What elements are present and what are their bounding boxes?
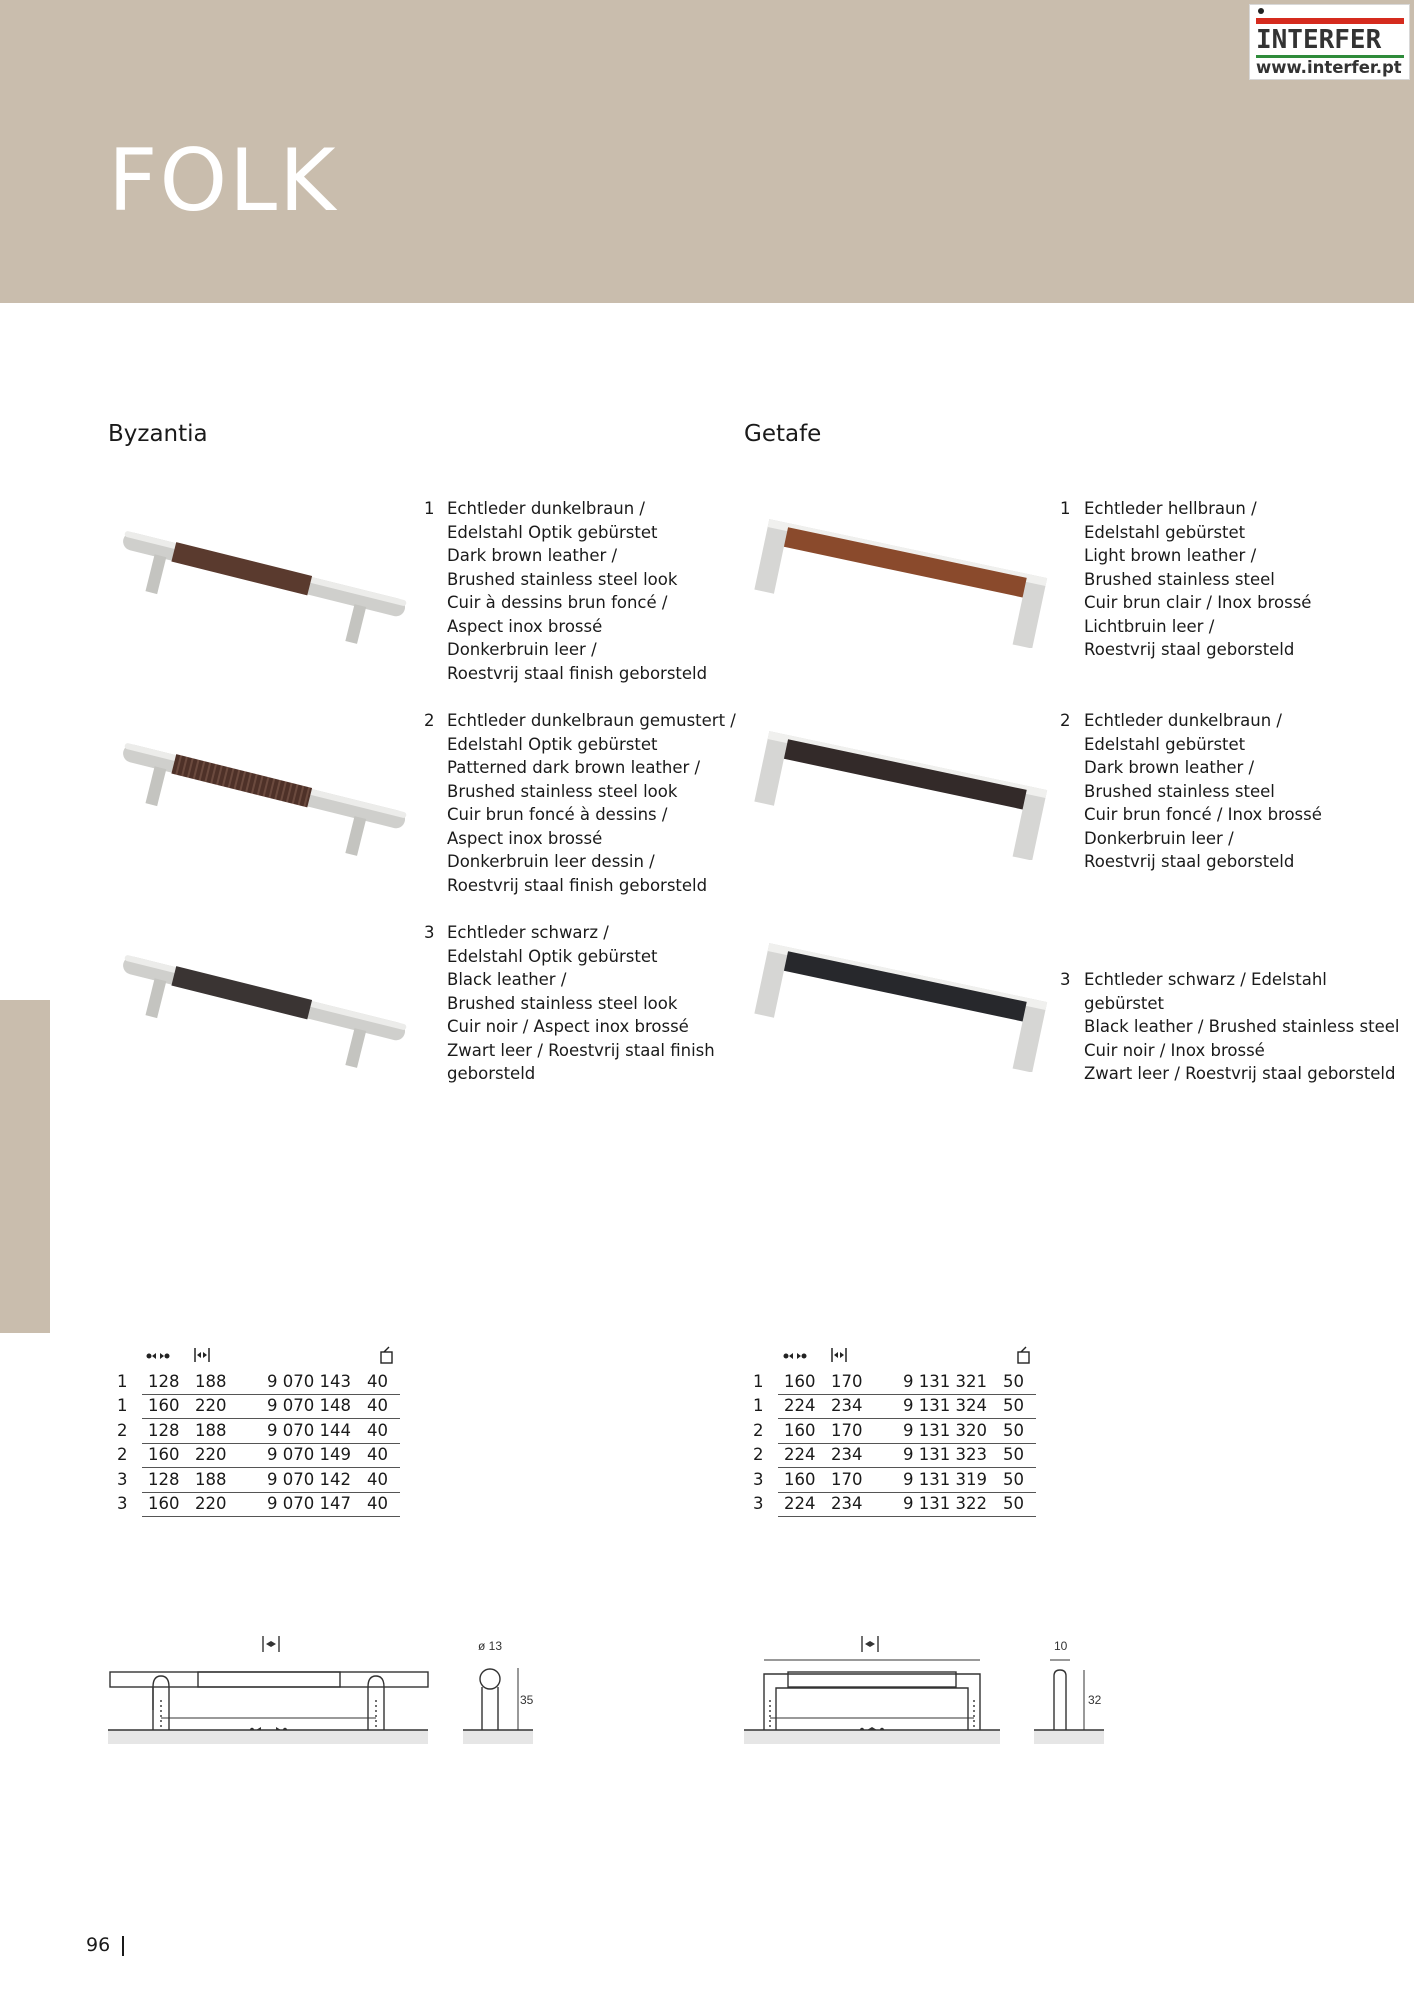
byzantia-technical-drawing [108,1630,538,1755]
variant-cell: 2 [117,1420,128,1440]
variant-cell: 1 [753,1396,764,1416]
table-row [115,1443,400,1468]
overall-length-cell: 220 [195,1492,267,1517]
getafe-variant-1-number: 1 [1060,499,1071,518]
leather-grip [784,951,1027,1021]
side-tab [0,1000,50,1333]
getafe-table-icons [777,1344,1057,1366]
byzantia-handle-image-1 [108,508,408,648]
overall-length-cell: 170 [831,1468,903,1493]
interfer-logo [1249,4,1410,80]
leather-grip [171,966,312,1019]
hole-distance-cell: 160 [142,1492,195,1517]
article-number-cell: 9 070 142 [267,1468,367,1493]
package-quantity-cell: 50 [1003,1443,1036,1468]
package-quantity-cell: 50 [1003,1419,1036,1444]
hole-distance-cell: 128 [142,1370,195,1394]
article-number-cell: 9 131 320 [903,1419,1003,1444]
package-quantity-icon [381,1347,392,1363]
page-number-divider [122,1936,124,1956]
byzantia-variant-2-description: Echtleder dunkelbraun gemustert / Edelstahl Optik gebürstet Patterned dark brown leather / Brushed stainless steel look Cuir brun foncé à dessins / Aspect inox brossé Donkerbruin leer dessin / Roestvrij staal finish geborsteld [447,711,736,895]
package-quantity-cell: 40 [367,1492,400,1517]
table-row [115,1370,400,1394]
getafe-width-label: 10 [1054,1639,1068,1653]
variant-cell: 3 [117,1469,128,1489]
variant-cell: 1 [117,1372,128,1391]
logo-dot-icon [1258,8,1264,14]
getafe-technical-drawing [744,1630,1174,1755]
table-row [115,1394,400,1419]
table-row [751,1419,1036,1444]
package-quantity-icon [1018,1347,1029,1363]
article-number-cell: 9 131 319 [903,1468,1003,1493]
leather-grip [171,754,312,807]
byzantia-variant-1-number: 1 [424,499,435,518]
hole-distance-icon [147,1353,170,1359]
table-row [751,1394,1036,1419]
leather-grip [784,527,1027,597]
article-number-cell: 9 070 147 [267,1492,367,1517]
hole-distance-cell: 160 [778,1370,831,1394]
overall-length-icon [195,1348,209,1362]
section-title-byzantia: Byzantia [108,421,208,447]
page-title: FOLK [108,131,338,231]
hole-distance-cell: 128 [142,1419,195,1444]
overall-length-cell: 170 [831,1419,903,1444]
overall-length-cell: 188 [195,1468,267,1493]
article-number-cell: 9 131 324 [903,1394,1003,1419]
table-row [751,1492,1036,1517]
hole-distance-cell: 160 [778,1419,831,1444]
byzantia-table-icons [140,1344,420,1366]
table-row [751,1443,1036,1468]
getafe-variant-2-number: 2 [1060,711,1071,730]
article-number-cell: 9 070 143 [267,1370,367,1394]
overall-length-cell: 234 [831,1394,903,1419]
variant-cell: 2 [753,1420,764,1440]
package-quantity-cell: 50 [1003,1468,1036,1493]
byzantia-variant-3-description: Echtleder schwarz / Edelstahl Optik gebürstet Black leather / Brushed stainless steel look Cuir noir / Aspect inox brossé Zwart leer / Roestvrij staal finish geborsteld [447,923,715,1083]
getafe-handle-image-2 [752,720,1052,860]
variant-cell: 3 [753,1494,764,1514]
logo-red-stripe [1256,18,1404,24]
package-quantity-cell: 50 [1003,1370,1036,1394]
package-quantity-cell: 40 [367,1443,400,1468]
article-number-cell: 9 070 144 [267,1419,367,1444]
variant-cell: 3 [117,1494,128,1514]
leather-grip [171,542,312,595]
table-row [751,1468,1036,1493]
overall-length-cell: 170 [831,1370,903,1394]
overall-length-cell: 188 [195,1419,267,1444]
hole-distance-cell: 160 [778,1468,831,1493]
byzantia-variant-2-number: 2 [424,711,435,730]
getafe-variant-2-description: Echtleder dunkelbraun / Edelstahl gebürstet Dark brown leather / Brushed stainless steel Cuir brun foncé / Inox brossé Donkerbruin leer / Roestvrij staal geborsteld [1084,711,1322,871]
byzantia-handle-image-2 [108,720,408,860]
package-quantity-cell: 40 [367,1394,400,1419]
section-title-getafe: Getafe [744,421,822,447]
variant-cell: 2 [753,1445,764,1465]
getafe-handle-image-1 [752,508,1052,648]
hole-distance-cell: 224 [778,1492,831,1517]
byzantia-article-table [115,1370,400,1517]
byzantia-height-label: 35 [520,1693,534,1707]
package-quantity-cell: 50 [1003,1394,1036,1419]
getafe-article-table [751,1370,1036,1517]
getafe-handle-image-3 [752,932,1052,1072]
hole-distance-cell: 160 [142,1394,195,1419]
variant-cell: 2 [117,1445,128,1465]
overall-length-cell: 220 [195,1443,267,1468]
overall-length-cell: 188 [195,1370,267,1394]
article-number-cell: 9 131 322 [903,1492,1003,1517]
overall-length-icon [832,1348,846,1362]
logo-url: www.interfer.pt [1256,58,1402,77]
table-row [751,1370,1036,1394]
byzantia-handle-image-3 [108,932,408,1072]
article-number-cell: 9 070 148 [267,1394,367,1419]
overall-length-cell: 234 [831,1443,903,1468]
table-row [115,1468,400,1493]
variant-cell: 1 [117,1396,128,1416]
hole-distance-cell: 128 [142,1468,195,1493]
hole-distance-cell: 160 [142,1443,195,1468]
article-number-cell: 9 131 323 [903,1443,1003,1468]
byzantia-diameter-label: ø 13 [478,1639,503,1653]
getafe-height-label: 32 [1088,1693,1102,1707]
article-number-cell: 9 070 149 [267,1443,367,1468]
page-number: 96 [86,1934,111,1956]
hole-distance-cell: 224 [778,1443,831,1468]
table-row [115,1492,400,1517]
hole-distance-cell: 224 [778,1394,831,1419]
overall-length-cell: 234 [831,1492,903,1517]
getafe-variant-3-description: Echtleder schwarz / Edelstahl gebürstet Black leather / Brushed stainless steel Cuir noir / Inox brossé Zwart leer / Roestvrij staal geborsteld [1084,970,1400,1083]
hole-distance-icon [784,1353,807,1359]
byzantia-variant-3-number: 3 [424,923,435,942]
package-quantity-cell: 40 [367,1370,400,1394]
leather-grip [784,739,1027,809]
package-quantity-cell: 40 [367,1419,400,1444]
byzantia-variant-1-description: Echtleder dunkelbraun / Edelstahl Optik gebürstet Dark brown leather / Brushed stainless steel look Cuir à dessins brun foncé / Aspect inox brossé Donkerbruin leer / Roestvrij staal finish geborsteld [447,499,708,683]
getafe-variant-3-number: 3 [1060,970,1071,989]
variant-cell: 3 [753,1469,764,1489]
package-quantity-cell: 50 [1003,1492,1036,1517]
logo-name: INTERFER [1256,25,1382,55]
overall-length-cell: 220 [195,1394,267,1419]
getafe-variant-1-description: Echtleder hellbraun / Edelstahl gebürstet Light brown leather / Brushed stainless steel Cuir brun clair / Inox brossé Lichtbruin leer / Roestvrij staal geborsteld [1084,499,1312,659]
package-quantity-cell: 40 [367,1468,400,1493]
table-row [115,1419,400,1444]
article-number-cell: 9 131 321 [903,1370,1003,1394]
variant-cell: 1 [753,1372,764,1391]
